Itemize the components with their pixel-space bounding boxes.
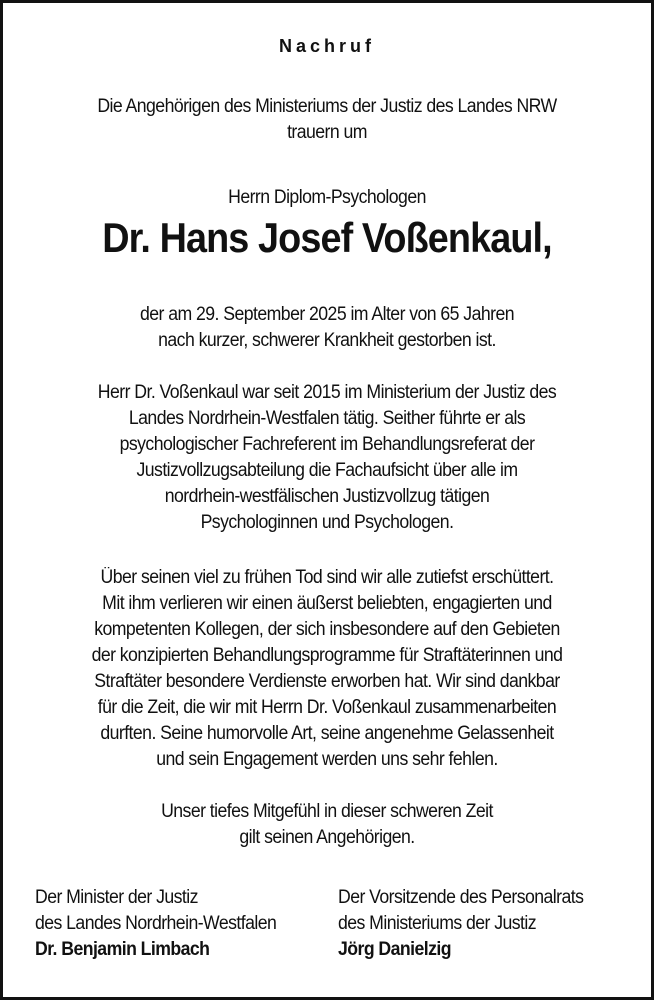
signature-minister xyxy=(35,885,294,963)
text-line: Straftäter besondere Verdienste erworben hat. Wir sind dankbar xyxy=(94,671,560,692)
condolence-paragraph xyxy=(0,799,654,851)
signature-role: Der Minister der Justiz xyxy=(35,887,198,908)
intro-paragraph xyxy=(0,94,654,146)
text-line: Landes Nordrhein-Westfalen tätig. Seither führte er als xyxy=(128,408,526,429)
text-line: Mit ihm verlieren wir einen äußerst beliebten, engagierten und xyxy=(102,593,552,614)
signature-name: Dr. Benjamin Limbach xyxy=(35,939,210,960)
signature-personnel-council xyxy=(338,885,602,963)
text-line: der konzipierten Behandlungsprogramme für Straftäterinnen und xyxy=(91,645,563,666)
deceased-name xyxy=(0,213,654,263)
honorific-text: Herrn Diplom-Psychologen xyxy=(228,187,426,208)
name-text: Dr. Hans Josef Voßenkaul, xyxy=(102,214,552,261)
signature-role: Der Vorsitzende des Personalrats xyxy=(338,887,584,908)
text-line: Über seinen viel zu frühen Tod sind wir alle zutiefst erschüttert. xyxy=(100,567,554,588)
text-line: und sein Engagement werden uns sehr fehlen. xyxy=(156,749,498,770)
death-paragraph xyxy=(0,302,654,354)
text-line: Psychologinnen und Psychologen. xyxy=(200,512,454,533)
text-line: nordrhein-westfälischen Justizvollzug tätigen xyxy=(164,486,490,507)
text-line: kompetenten Kollegen, der sich insbesondere auf den Gebieten xyxy=(94,619,560,640)
heading-text: Nachruf xyxy=(278,36,375,56)
signature-role: des Landes Nordrhein-Westfalen xyxy=(35,913,277,934)
text-line: durften. Seine humorvolle Art, seine angenehme Gelassenheit xyxy=(100,723,554,744)
honorific xyxy=(0,185,654,211)
text-line: Justizvollzugsabteilung die Fachaufsicht über alle im xyxy=(136,460,518,481)
text-line: der am 29. September 2025 im Alter von 65 Jahren xyxy=(140,304,514,325)
text-line: Herr Dr. Voßenkaul war seit 2015 im Ministerium der Justiz des xyxy=(97,382,557,403)
text-line: Die Angehörigen des Ministeriums der Justiz des Landes NRW xyxy=(97,96,557,117)
tribute-paragraph xyxy=(0,565,654,773)
text-line: nach kurzer, schwerer Krankheit gestorben ist. xyxy=(158,330,496,351)
obituary-heading xyxy=(0,33,654,59)
text-line: gilt seinen Angehörigen. xyxy=(239,827,415,848)
text-line: Unser tiefes Mitgefühl in dieser schweren Zeit xyxy=(161,801,493,822)
text-line: psychologischer Fachreferent im Behandlungsreferat der xyxy=(119,434,535,455)
career-paragraph xyxy=(0,380,654,536)
text-line: für die Zeit, die wir mit Herrn Dr. Voßenkaul zusammenarbeiten xyxy=(97,697,557,718)
signature-name: Jörg Danielzig xyxy=(338,939,451,960)
signature-role: des Ministeriums der Justiz xyxy=(338,913,537,934)
text-line: trauern um xyxy=(287,122,367,143)
